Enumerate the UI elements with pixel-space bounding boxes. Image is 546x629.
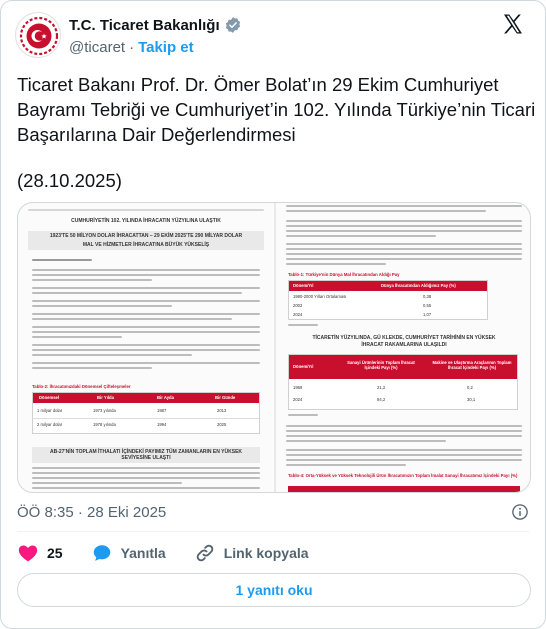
read-replies-button[interactable] [17, 573, 531, 607]
tweet-date-text: (28.10.2025) [17, 170, 122, 191]
tweet-actions [17, 541, 337, 565]
account-name[interactable]: T.C. Ticaret Bakanlığı [69, 16, 220, 34]
doc-td: 2024 [293, 397, 303, 402]
like-count: 25 [47, 545, 63, 561]
reply-button[interactable] [91, 542, 166, 564]
doc-td: 1969 [293, 385, 303, 390]
doc-td: 1,07 [423, 312, 432, 317]
doc-td: 0,38 [423, 294, 432, 299]
doc-th: Makine ve Ulaştırma Araçlarının Toplam İhracat İçindeki Payı (%) [432, 360, 512, 370]
info-icon[interactable] [511, 503, 529, 521]
doc-td: 30,1 [467, 397, 476, 402]
doc-th: Dönem/Yıl [293, 364, 314, 369]
doc-td: 2002 [293, 303, 303, 308]
doc-title-1: CUMHURİYETİN 102. YILINDA İHRACATIN YÜZYILINA ULAŞTIK [71, 218, 221, 224]
document-page-left [18, 203, 274, 493]
doc-th: Bir Yılda [97, 395, 114, 400]
doc-th: Dönem/Yıl [293, 283, 314, 288]
doc-table-3 [288, 354, 518, 410]
document-page-right [276, 203, 531, 493]
reply-label: Yanıtla [120, 545, 166, 561]
heart-icon [17, 542, 39, 564]
doc-td: 94,2 [377, 397, 386, 402]
doc-td: 1978 yılında [93, 422, 116, 427]
doc-td: 21,2 [377, 385, 386, 390]
doc-td: 1994 [157, 422, 167, 427]
tweet-media-image[interactable] [17, 202, 531, 493]
doc-table-2 [32, 392, 260, 434]
doc-td: 1987 [157, 408, 167, 413]
doc-td: 2 milyar dolar [37, 422, 63, 427]
reply-bubble-icon [91, 542, 113, 564]
ministry-logo-icon [16, 13, 61, 58]
doc-title-2: 1923'TE 50 MİLYON DOLAR İHRACATTAN – 29 EKİM 2025'TE 290 MİLYAR DOLAR [28, 231, 264, 241]
doc-section-title-2: İHRACAT RAKAMLARINA ULAŞILDI [361, 342, 447, 348]
doc-th: Dünya İhracatından Aldığımız Pay (%) [381, 283, 456, 288]
avatar[interactable] [15, 12, 61, 58]
doc-td: 0,2 [467, 385, 473, 390]
read-replies-label: 1 yanıtı oku [235, 582, 313, 598]
divider [17, 531, 529, 532]
doc-th: Dönemsel [39, 395, 60, 400]
doc-th: Sanayi Ürünlerinin Toplam İhracat İçindeki Payı (%) [347, 360, 415, 370]
doc-td: 1 milyar dolar [37, 408, 63, 413]
doc-td: 2024 [293, 312, 303, 317]
like-button[interactable] [17, 542, 63, 564]
doc-td: 2013 [217, 408, 227, 413]
account-handle[interactable]: @ticaret [69, 39, 126, 56]
link-icon [194, 542, 216, 564]
doc-td: 1980-2000 Yılları Ortalaması [293, 294, 347, 299]
tweet-header [15, 12, 531, 60]
doc-title-3: MAL VE HİZMETLER İHRACATINA BÜYÜK YÜKSELİŞ [28, 240, 264, 250]
doc-section-2: AB-27'NİN TOPLAM İTHALATI İÇİNDEKİ PAYIMIZ TÜM ZAMANLARIN EN YÜKSEK SEVİYESİNE ULAŞTI [32, 447, 260, 463]
copy-link-label: Link kopyala [223, 545, 309, 561]
follow-button[interactable]: Takip et [138, 39, 194, 56]
doc-th: Bir Ayda [157, 395, 174, 400]
tweet-text: Ticaret Bakanı Prof. Dr. Ömer Bolat’ın 29 Ekim Cumhuriyet Bayramı Tebriği ve Cumhuriyet’in 102. Yılında Türkiye’nin Ticari Başarılarına Dair Değerlendirmesi [17, 74, 536, 145]
doc-td: 2025 [217, 422, 227, 427]
copy-link-button[interactable] [194, 542, 309, 564]
tweet-timestamp[interactable]: ÖÖ 8:35 · 28 Eki 2025 [17, 504, 167, 521]
doc-th: Bir Günde [215, 395, 236, 400]
verified-badge-icon [224, 16, 242, 34]
x-logo-icon[interactable] [501, 12, 525, 36]
doc-td: 0,55 [423, 303, 432, 308]
doc-table-1 [288, 280, 488, 320]
doc-table4-title: Tablo-4: Orta-Yüksek ve Yüksek Teknolojili Ürün İhracatımızın Toplam İmalat Sanayi İhracatımız İçindeki Payı (%) [288, 473, 518, 478]
doc-table-title: Tablo-2: İhracatımızdaki Dönemsel Çifteleşmeler [32, 384, 131, 389]
doc-table1-title: Tablo-1: Türkiye'nin Dünya Mal İhracatından Aldığı Pay [288, 272, 400, 277]
doc-td: 1973 yılında [93, 408, 116, 413]
handle-separator: · [129, 39, 135, 56]
doc-section-title-1: TİCARETİN YÜZYILINDA, GÜ KLEKDE, CUMHURİYET TARİHİNİN EN YÜKSEK [312, 335, 496, 341]
